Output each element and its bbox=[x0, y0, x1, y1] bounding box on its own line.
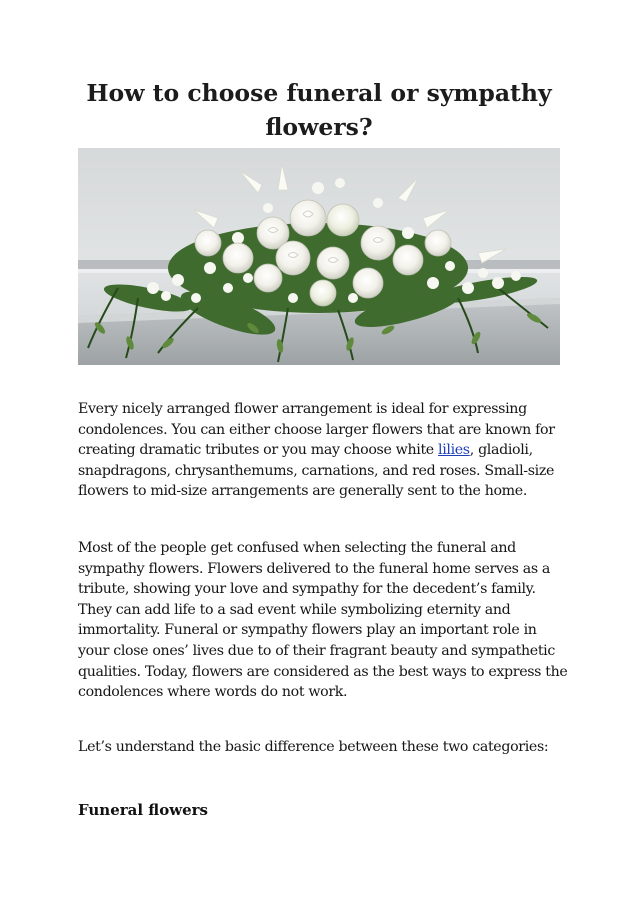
page-title: How to choose funeral or sympathy flowers? bbox=[86, 79, 552, 141]
paragraph-intro: Every nicely arranged flower arrangement is ideal for expressing condolences. You can either choose larger flowers that are known for creating dramatic tributes or you may choose white lilies, gladioli, snapdragons, chrysanthemums, carnations, and red roses. Small-size flowers to mid-size arrangements are generally sent to the home. bbox=[78, 401, 555, 500]
lilies-link[interactable]: lilies bbox=[438, 442, 470, 459]
flower-arrangement-illustration bbox=[78, 148, 560, 365]
paragraph-confusion: Most of the people get confused when selecting the funeral and sympathy flowers. Flowers delivered to the funeral home serves as a tribute, showing your love and sympathy for the decedent’s family. They can add life to a sad event while symbolizing eternity and immortality. Funeral or sympathy flowers play an important role in your close ones’ lives due to of their fragrant beauty and sympathetic qualities. Today, flowers are considered as the best ways to express the condolences where words do not work. bbox=[78, 540, 568, 701]
subheading-funeral-flowers: Funeral flowers bbox=[78, 801, 208, 819]
paragraph-categories: Let’s understand the basic difference between these two categories: bbox=[78, 739, 549, 755]
flower-arrangement-image bbox=[78, 148, 560, 365]
